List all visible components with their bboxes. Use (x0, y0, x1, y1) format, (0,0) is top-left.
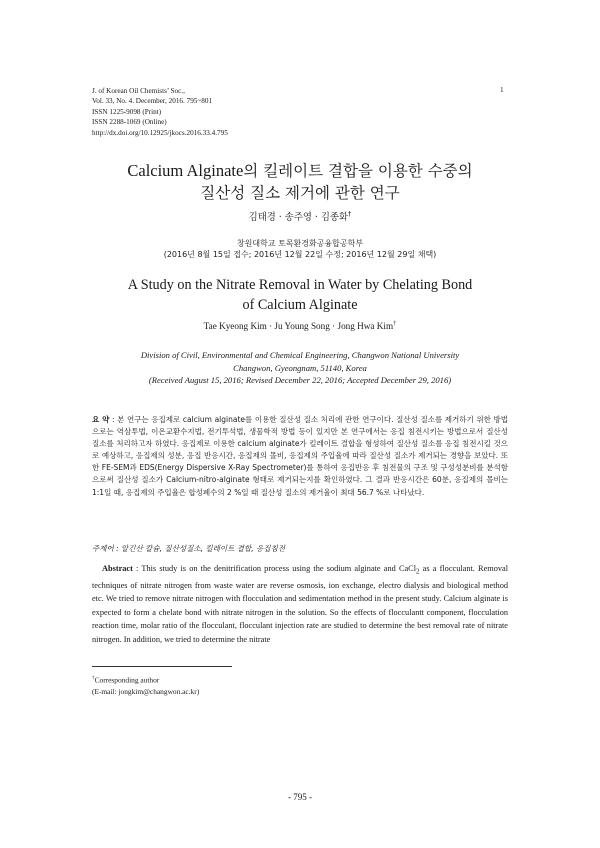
korean-author-names: 김태경 · 송주영 · 김종화 (248, 212, 349, 223)
english-affiliation-line1: Division of Civil, Environmental and Chemical Engineering, Changwon National University (140, 350, 460, 360)
english-dates: (Received August 15, 2016; Revised December 22, 2016; Accepted December 29, 2016) (148, 375, 452, 385)
footnote-line1: Corresponding author (94, 675, 160, 685)
header-page-number: 1 (500, 86, 504, 94)
footnote-divider (92, 666, 232, 667)
english-affiliation-block (60, 349, 540, 387)
footer-page-number: - 795 - (288, 792, 312, 802)
korean-abstract (92, 414, 508, 499)
journal-volume: Vol. 33, No. 4. December, 2016. 795~801 (92, 97, 213, 106)
english-abstract (92, 562, 508, 646)
english-author-names: Tae Kyeong Kim · Ju Young Song · Jong Hwa Kim (203, 321, 394, 332)
english-abstract-text-2: as a flocculant. Removal techniques of nitrate nitrogen from waste water are reverse osmosis, ion exchange, electro dialysis and biological method etc. We tried to remove nitrate nitrogen with flocculation and sedimentation method in the present study. Calcium alginate is expected to form a chelate bond with nitrate nitrogen in the solution. So the effects of flocculantt component, flocculation reaction time, molar ratio of the flocculant, flocculant injection rate are studied to determine the best removal rate of nitrate nitrogen. In addition, we tried to determine the nitrate (92, 564, 508, 644)
korean-affiliation: 창원대학교 토목환경화공융합공학부 (236, 239, 364, 248)
issn-print: ISSN 1225-9098 (Print) (92, 107, 162, 116)
english-affiliation-line2: Changwon, Gyeongnam, 51140, Korea (233, 362, 367, 373)
footnote-email: (E-mail: jongkim@changwon.ac.kr) (92, 687, 200, 697)
korean-title-line1: 의 킬레이트 결합을 이용한 수중의 (243, 162, 473, 180)
korean-authors (60, 209, 540, 223)
issn-online: ISSN 2288-1069 (Online) (92, 118, 167, 127)
korean-title-line2: 질산성 질소 제거에 관한 연구 (200, 184, 400, 202)
english-authors (60, 320, 540, 331)
korean-abstract-label: 요 약 (92, 415, 110, 424)
korean-title (60, 160, 540, 204)
korean-affiliation-block (60, 238, 540, 261)
footnote (92, 673, 199, 698)
english-corresponding-mark: † (393, 320, 397, 327)
corresponding-mark: † (348, 209, 352, 218)
english-abstract-subscript: 2 (416, 568, 420, 576)
english-abstract-text-1: : This study is on the denitrification process using the sodium alginate and CaCl (132, 564, 417, 573)
journal-header (92, 86, 228, 138)
english-title-line2: of Calcium Alginate (242, 296, 358, 313)
korean-title-latin: Calcium Alginate (127, 161, 244, 180)
english-title-line1: A Study on the Nitrate Removal in Water by Chelating Bond (127, 277, 473, 293)
korean-abstract-text: : 본 연구는 응집제로 calcium alginate를 이용한 질산성 질소 처리에 관한 연구이다. 질산성 질소를 제거하기 위한 방법으로는 역삼투법, 이온교환수지법, 전기투석법, 생물학적 방법 등이 있지만 본 연구에서는 응집 침전시키는 방법으로서 질산성 질소를 처리하고자 하였다. 응집제로 이용한 calcium alginate가 킬레이트 결합을 형성하여 질산성 질소를 응집 침전시킬 것으로 예상하고, 응집제의 성분, 응집 반응시간, 응집제의 몰비, 응집제의 주입율에 따라 질산성 질소가 제거되는 경향을 보았다. 또한 FE-SEM과 EDS(Energy Dispersive X-Ray Spectrometer)를 통하여 응집반응 후 침전물의 구조 및 구성성분비를 분석함으로써 질산성 질소가 Calcium-nitro-alginate 형태로 제거되는지를 확인하였다. 그 결과 반응시간은 60분, 응집제의 몰비는 1:1일 때, 응집제의 주입율은 합성폐수의 2 %일 때 질산성 질소의 제거율이 최대 56.7 %로 나타났다. (92, 415, 508, 497)
korean-keywords: 주제어 : 알긴산 칼슘, 질산성질소, 킬레이트 결합, 응집침전 (92, 544, 286, 553)
english-abstract-label: Abstract (102, 564, 133, 573)
journal-name: J. of Korean Oil Chemists’ Soc., (92, 87, 185, 95)
korean-dates: (2016년 8월 15일 접수; 2016년 12월 22일 수정; 2016년 12월 29일 채택) (163, 250, 437, 260)
footnote-mark: † (92, 675, 95, 681)
doi-link[interactable]: http://dx.doi.org/10.12925/jkocs.2016.33.4.795 (92, 128, 228, 137)
english-title (60, 276, 540, 315)
